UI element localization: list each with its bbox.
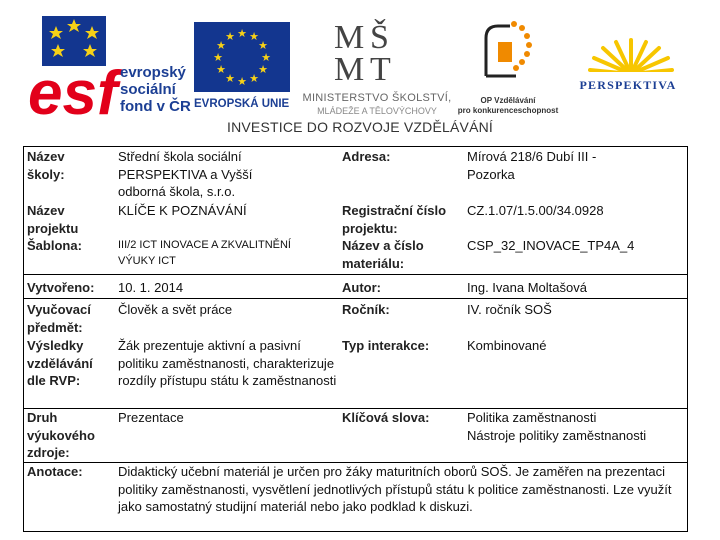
perspektiva-logo <box>568 36 688 96</box>
project-info-table <box>23 146 688 532</box>
interaction-value: Kombinované <box>467 338 547 353</box>
annotation-label: Anotace: <box>27 464 83 479</box>
svg-text:★: ★ <box>249 72 259 85</box>
source-value: Prezentace <box>118 410 184 425</box>
svg-text:★: ★ <box>216 39 226 52</box>
svg-text:★: ★ <box>237 27 247 40</box>
svg-text:★: ★ <box>258 39 268 52</box>
address-label: Adresa: <box>342 149 391 164</box>
registration-value: CZ.1.07/1.5.00/34.0928 <box>467 203 604 218</box>
created-value: 10. 1. 2014 <box>118 280 184 295</box>
op-line-1: OP Vzdělávání <box>480 96 536 105</box>
grade-label: Ročník: <box>342 302 390 317</box>
esf-line-2: sociální <box>120 81 176 98</box>
msmt-line-2: MLÁDEŽE A TĚLOVÝCHOVY <box>317 106 437 116</box>
subject-value: Člověk a svět práce <box>118 302 233 317</box>
svg-text:★: ★ <box>249 30 259 43</box>
svg-text:★: ★ <box>261 51 271 64</box>
svg-text:Š: Š <box>370 19 389 56</box>
op-mark-icon <box>476 16 540 84</box>
perspektiva-name: PERSPEKTIVA <box>579 78 677 92</box>
interaction-label: Typ interakce: <box>342 338 430 353</box>
svg-text:★: ★ <box>225 30 235 43</box>
msmt-mark-icon <box>332 18 412 82</box>
subject-label: Vyučovací předmět: <box>27 302 91 335</box>
outcomes-label: Výsledky vzdělávání dle RVP: <box>27 338 93 388</box>
msmt-logo <box>292 18 462 120</box>
annotation-value: Didaktický učební materiál je určen pro žáky maturitních oborů SOŠ. Je zaměřen na prezentaci politiky zaměstnanosti, vysvětlení jednotlivých přístupů státu k politice zaměstnanosti. Lze využít jako samostatný studijní materiál nebo jako podklad k diskuzi. <box>118 464 672 514</box>
school-label: Název školy: <box>27 149 65 182</box>
op-logo <box>458 16 558 118</box>
keywords-label: Klíčová slova: <box>342 410 430 425</box>
svg-text:T: T <box>370 51 391 82</box>
svg-text:★: ★ <box>213 51 223 64</box>
template-label: Šablona: <box>27 238 82 253</box>
project-label: Název projektu <box>27 203 79 236</box>
grade-value: IV. ročník SOŠ <box>467 302 552 317</box>
source-label: Druh výukového zdroje: <box>27 410 95 460</box>
eu-label: EVROPSKÁ UNIE <box>194 98 290 110</box>
svg-text:★: ★ <box>258 63 268 76</box>
address-value: Mírová 218/6 Dubí III - Pozorka <box>467 149 597 182</box>
esf-logo <box>28 14 191 124</box>
project-value: KLÍČE K POZNÁVÁNÍ <box>118 203 247 218</box>
esf-text <box>120 64 200 115</box>
row-divider <box>24 274 687 275</box>
investment-banner: INVESTICE DO ROZVOJE VZDĚLÁVÁNÍ <box>226 119 494 135</box>
material-label: Název a číslo materiálu: <box>342 238 424 271</box>
author-value: Ing. Ivana Moltašová <box>467 280 587 295</box>
material-value: CSP_32_INOVACE_TP4A_4 <box>467 238 635 253</box>
svg-text:★: ★ <box>216 63 226 76</box>
keywords-value-2: Nástroje politiky zaměstnanosti <box>467 428 647 443</box>
sun-icon <box>586 36 676 76</box>
esf-line-3: fond v ČR <box>120 98 191 115</box>
svg-text:esf: esf <box>28 59 118 122</box>
template-value: III/2 ICT INOVACE A ZKVALITNĚNÍ VÝUKY ICT <box>118 239 291 267</box>
svg-text:★: ★ <box>237 75 247 88</box>
author-label: Autor: <box>342 280 381 295</box>
op-line-2: pro konkurenceschopnost <box>457 106 559 115</box>
esf-line-1: evropský <box>120 64 186 81</box>
keywords-value-1: Politika zaměstnanosti <box>467 410 597 425</box>
outcomes-value: Žák prezentuje aktivní a pasivní politiku zaměstnanosti, charakterizuje rozdíly přístupu státu k zaměstnanosti <box>118 338 337 388</box>
registration-label: Registrační číslo projektu: <box>342 203 447 236</box>
svg-text:M: M <box>334 51 365 82</box>
eu-logo <box>194 22 290 118</box>
logo-band <box>0 0 720 140</box>
school-value: Střední škola sociální PERSPEKTIVA a Vyšší odborná škola, s.r.o. <box>118 149 253 199</box>
row-divider <box>24 298 687 299</box>
created-label: Vytvořeno: <box>27 280 95 295</box>
eu-flag-icon <box>194 22 290 92</box>
msmt-line-1: MINISTERSTVO ŠKOLSTVÍ, <box>302 92 452 104</box>
svg-text:★: ★ <box>225 72 235 85</box>
svg-text:M: M <box>334 19 365 56</box>
